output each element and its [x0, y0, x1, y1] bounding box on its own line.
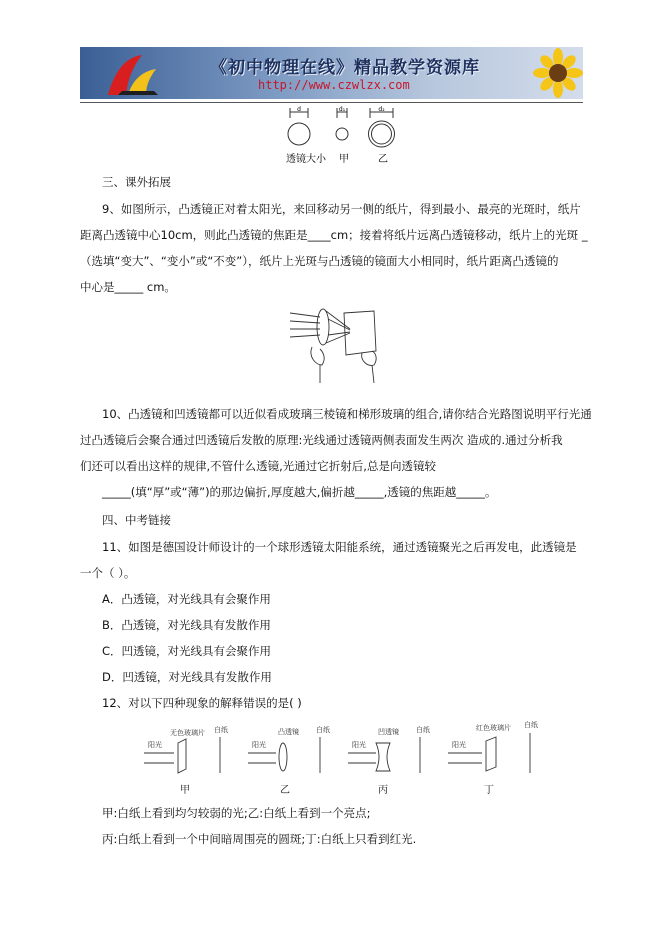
q10-line-4: _____(填“厚”或“薄”)的那边偏折,厚度越大,偏折越_____,透镜的焦距越_____。	[102, 485, 497, 499]
four-light-experiments-figure	[140, 717, 560, 797]
label-white-paper-3: 白纸	[416, 726, 430, 734]
label-white-paper-4: 白纸	[524, 721, 538, 729]
section-heading-exam-link: 四、中考链接	[102, 513, 171, 527]
q9-line-2: 距离凸透镜中心10cm，则此凸透镜的焦距是____cm；接着将纸片远离凸透镜移动，纸片上的光斑 _	[80, 228, 588, 242]
label-red-glass: 红色玻璃片	[476, 724, 511, 732]
header-divider	[80, 102, 583, 103]
label-clear-glass: 无色玻璃片	[170, 729, 205, 737]
convex-lens-sunlight-figure	[290, 303, 390, 385]
d2-label: d₂	[378, 106, 385, 113]
q12-explanation-2: 丙:白纸上看到一个中间暗周围亮的圆斑;丁:白纸上只看到红光.	[102, 832, 417, 846]
label-concave-lens: 凹透镜	[378, 728, 399, 736]
q11-option-c: C．凹透镜，对光线具有会聚作用	[102, 644, 272, 658]
label-convex-lens: 凸透镜	[278, 728, 299, 736]
sunlight-label-bing: 阳光	[352, 741, 366, 749]
caption-yi: 乙	[378, 154, 388, 165]
caption-jia: 甲	[339, 154, 349, 165]
q10-line-1: 10、凸透镜和凹透镜都可以近似看成玻璃三棱镜和梯形玻璃的组合,请你结合光路图说明平行光通	[102, 407, 592, 421]
q9-line-3: （选填“变大”、“变小”或“不变”），纸片上光斑与凸透镜的镜面大小相同时，纸片距离凸透镜的	[80, 254, 559, 268]
banner-title: 《初中物理在线》精品教学资源库	[210, 58, 480, 78]
q11-option-a: A．凸透镜，对光线具有会聚作用	[102, 592, 271, 606]
label-white-paper-2: 白纸	[316, 726, 330, 734]
q9-line-1: 9、如图所示，凸透镜正对着太阳光，来回移动另一侧的纸片，得到最小、最亮的光斑时，纸片	[102, 202, 581, 216]
d1-label: d₁	[338, 106, 346, 113]
q12-stem: 12、对以下四种现象的解释错误的是( )	[102, 696, 302, 710]
panel-label-jia: 甲	[180, 785, 190, 796]
caption-lens-size: 透镜大小	[286, 154, 326, 165]
panel-label-bing: 丙	[378, 785, 388, 796]
q11-option-d: D．凹透镜，对光线具有发散作用	[102, 670, 272, 684]
logo-icon	[98, 47, 168, 99]
label-white-paper-1: 白纸	[214, 726, 228, 734]
sunflower-icon	[528, 47, 583, 99]
panel-label-yi: 乙	[280, 785, 290, 796]
sunlight-label-jia: 阳光	[148, 741, 162, 749]
q9-line-4: 中心是_____ cm。	[80, 280, 176, 294]
panel-label-ding: 丁	[484, 785, 494, 796]
q10-line-3: 们还可以看出这样的规律,不管什么透镜,光通过它折射后,总是向透镜较	[80, 459, 436, 473]
sunlight-label-ding: 阳光	[452, 741, 466, 749]
d-label: d	[297, 106, 301, 113]
section-heading-extension: 三、课外拓展	[102, 175, 171, 189]
q11-line-2: 一个（ ）。	[80, 566, 136, 580]
lens-size-figure	[280, 104, 400, 168]
sunlight-label-yi: 阳光	[252, 741, 266, 749]
q10-line-2: 过凸透镜后会聚合通过凹透镜后发散的原理:光线通过透镜两侧表面发生两次 造成的.通过分析我	[80, 433, 563, 447]
banner-url[interactable]: http://www.czwlzx.com	[258, 78, 410, 92]
header-banner	[80, 47, 583, 99]
q11-line-1: 11、如图是德国设计师设计的一个球形透镜太阳能系统，通过透镜聚光之后再发电，此透镜是	[102, 540, 577, 554]
q12-explanation-1: 甲:白纸上看到均匀较弱的光;乙:白纸上看到一个亮点;	[102, 806, 371, 820]
q11-option-b: B．凸透镜，对光线具有发散作用	[102, 618, 271, 632]
